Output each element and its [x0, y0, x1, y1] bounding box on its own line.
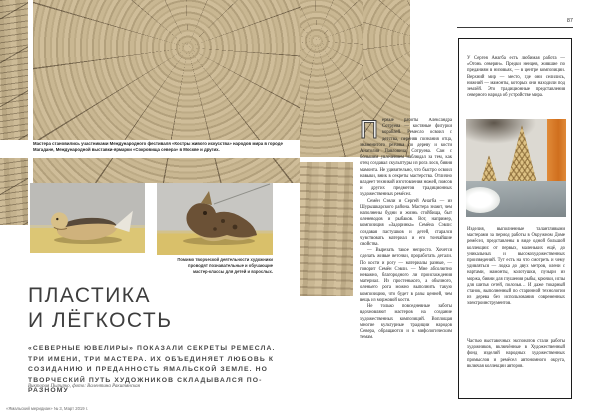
wicker-sculpture-photo [466, 119, 566, 217]
sidebar-box [458, 38, 572, 399]
wood-strip-photo [0, 0, 28, 225]
header-rule [457, 27, 573, 28]
article-title-line1: ПЛАСТИКА [28, 284, 152, 307]
magazine-footer: «Ямальский меридиан» № 3, Март 2019 г. [6, 406, 88, 411]
wicker-cone-large [504, 125, 540, 189]
article-paragraph-1-text: ервые работы Александра Сотруева — костяные фигурки кораблей. Ремесло освоил с детства, переняв познания отца, знаменитого резчика по дереву и кости Анатолия Павловича Сотруева. Сам с большим увлечением наблюдал за тем, как отец создавал скульптуры из рога лося, бивня мамонта. Не удивительно, что быстро освоил навыки, вник в секреты мастерства. Отлично владеет техникой изготовления ножей, поясов и других предметов традиционных художественных ремёсел. [360, 118, 452, 198]
article-standfirst: «СЕВЕРНЫЕ ЮВЕЛИРЫ» ПОКАЗАЛИ СЕКРЕТЫ РЕМЕСЛА. ТРИ ИМЕНИ, ТРИ МАСТЕРА. ИХ ОБЪЕДИНЯЕТ ЛЮБОВЬ К СОЗИДАНИЮ И ПРЕДАННОСТЬ ЯМАЛЬСКОЙ ЗЕМЛЕ. НО ТВОРЧЕСКИЙ ПУТЬ ХУДОЖНИКОВ СКЛАДЫВАЛСЯ ПО-РАЗНОМУ [28, 345, 276, 394]
article-byline: Виктория Пырирко, фото: Валентина Ракитянская [28, 384, 141, 389]
sidebar-paragraph-2: Изделия, выполненные талантливыми мастерами за период работы в Окружном Доме ремёсел, представлены в виде одной большой коллекции: от первых, маленьких ещё, до уникальных и высокохудожественных произведений. Тут есть на что смотреть и чему удивляться — лодка до двух метров, олени с нартами, мамонты, колотушки, пузыри из моржа, бивни для глушения рыбы, крючки, иглы для шитья сетей, полозья… И даже токарный станок, выполненный по старинной технологии из дерева без использования современных электроинструментов. [467, 227, 565, 307]
article-title [28, 283, 288, 333]
fish-sculpture-photo-1 [30, 183, 145, 253]
article-body-column [360, 118, 452, 396]
article-title-line2: И ЛЁГКОСТЬ [28, 309, 173, 332]
fish-carving-illustration-2 [157, 183, 273, 255]
dropcap-letter: П [360, 118, 378, 144]
article-paragraph-2: Семён Сэвли и Сергей Анагба — из Шурышкарского района. Мастера знают, чем наполнены будни и жизнь стойбища, быт оленеводов и рыбаков. Вот, например, композиция «Задоринка» Семёна Сэвли: создавая пастушков и детей, старался чувствовать материал и его тончайшие свойства. [360, 198, 452, 248]
sidebar-paragraph-1: У Сергея Анагба есть любимая работа — «Огонь северян». Предки ненцев, жившие по преданиям в низовьях, — в центре композиции. Верхний мир — место, где они селились, нижний — мамонты, которых они находили под землёй. Это традиционные представления северного народа об устройстве мира. [467, 56, 565, 99]
top-photo-caption: Мастера становились участниками Международного фестиваля «Костры живого искусства» народов мира в городе Магадане, Международной выставки-ярмарки «Сокровища севера» в Москве и других. [33, 141, 283, 152]
fish-carving-illustration-1 [30, 183, 145, 253]
fish-sculpture-photo-2 [157, 183, 273, 255]
article-paragraph-4: Не только повседневные заботы вдохновляют мастеров на создание художественных композиций. Воплощая многие культурные традиции народов Севера, обращаются и к мифологическим темам. [360, 304, 452, 341]
article-paragraph-3: — Вырезать такое непросто. Хочется сделать живые веточки, проработать детали. По кости и рогу — материалы разные, — говорит Семён Сэвли. — Мне абсолютно неважно, благородного ли происхождения материал. Из простенького, а обычного, оленьего рога можно выполнить такую композицию, что будет в разы ценней, чем вещь из моржовой кости. [360, 248, 452, 303]
article-paragraph-1 [360, 118, 452, 199]
sidebar-paragraph-3: Частью выставочных экспонатов стали работы художников, включённые в Художественный фонд изделий народных художественных промыслов и ремёсел автономного округа, включая коллекции авторов. [467, 339, 565, 369]
page-number: 87 [566, 18, 573, 24]
wood-bark-photo [300, 162, 353, 296]
fish-photo-caption: Помимо творческой деятельности художники проводят познавательные и обучающие мастер-классы для детей и взрослых. [177, 257, 273, 274]
